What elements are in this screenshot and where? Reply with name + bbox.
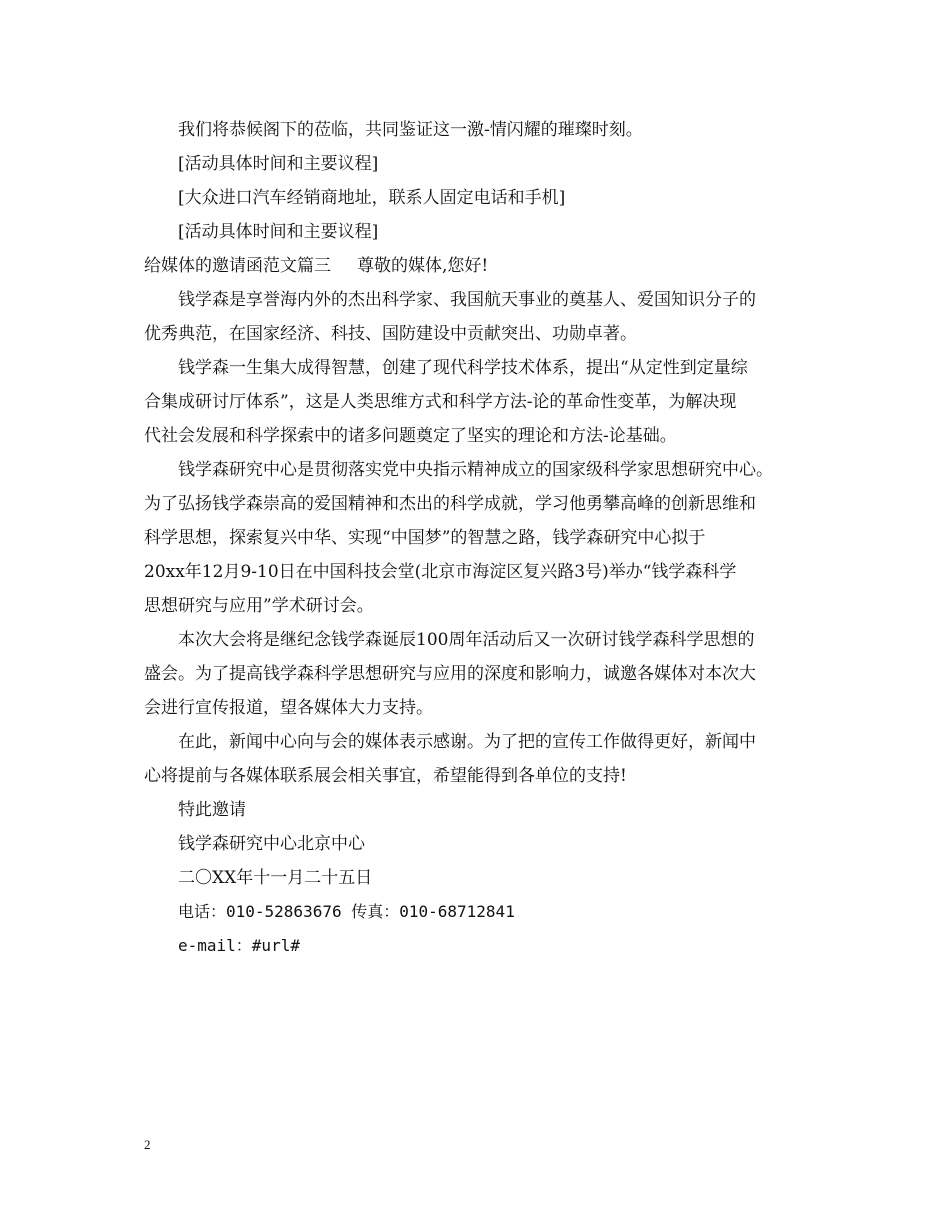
text-line: [活动具体时间和主要议程] [178, 222, 379, 242]
paragraph-3-line: 钱学森研究中心是贯彻落实党中央指示精神成立的国家级科学家思想研究中心。 [178, 460, 773, 480]
section-title: 给媒体的邀请函范文篇三 [144, 256, 331, 276]
paragraph-4-line: 本次大会将是继纪念钱学森诞辰100周年活动后又一次研讨钱学森科学思想的 [178, 630, 755, 650]
section-heading-line [144, 255, 824, 277]
paragraph-3-line: 科学思想，探索复兴中华、实现“中国梦”的智慧之路，钱学森研究中心拟于 [144, 528, 706, 548]
paragraph-2-line: 合集成研讨厅体系”，这是人类思维方式和科学方法-论的革命性变革，为解决现 [144, 392, 737, 412]
paragraph-5-line: 心将提前与各媒体联系展会相关事宜，希望能得到各单位的支持! [144, 766, 627, 786]
paragraph-2-line: 代社会发展和科学探索中的诸多问题奠定了坚实的理论和方法-论基础。 [144, 426, 677, 446]
organization-name: 钱学森研究中心北京中心 [178, 834, 365, 854]
date-text: 二〇XX年十一月二十五日 [178, 868, 373, 888]
paragraph-5-line: 在此，新闻中心向与会的媒体表示感谢。为了把的宣传工作做得更好，新闻中 [178, 732, 756, 752]
text-line: [活动具体时间和主要议程] [178, 154, 379, 174]
email-info: e-mail：#url# [178, 936, 300, 955]
paragraph-1-line: 钱学森是享誉海内外的杰出科学家、我国航天事业的奠基人、爱国知识分子的 [178, 290, 756, 310]
paragraph-2-line: 钱学森一生集大成得智慧，创建了现代科学技术体系，提出“从定性到定量综 [178, 358, 748, 378]
greeting: 尊敬的媒体,您好! [357, 256, 489, 276]
text-line: [大众进口汽车经销商地址，联系人固定电话和手机] [178, 188, 566, 208]
paragraph-3-line: 为了弘扬钱学森崇高的爱国精神和杰出的科学成就，学习他勇攀高峰的创新思维和 [144, 494, 756, 514]
page-number: 2 [144, 1137, 151, 1152]
paragraph-4-line: 盛会。为了提高钱学森科学思想研究与应用的深度和影响力，诚邀各媒体对本次大 [144, 664, 756, 684]
text-line: 我们将恭候阁下的莅临，共同鉴证这一激-情闪耀的璀璨时刻。 [178, 120, 643, 140]
closing-text: 特此邀请 [178, 800, 246, 820]
paragraph-3-line: 思想研究与应用”学术研讨会。 [144, 596, 374, 616]
contact-info: 电话：010-52863676 传真：010-68712841 [178, 902, 515, 921]
paragraph-4-line: 会进行宣传报道，望各媒体大力支持。 [144, 698, 433, 718]
paragraph-1-line: 优秀典范，在国家经济、科技、国防建设中贡献突出、功勋卓著。 [144, 324, 637, 344]
paragraph-3-line: 20xx年12月9-10日在中国科技会堂(北京市海淀区复兴路3号)举办“钱学森科学 [144, 562, 737, 582]
